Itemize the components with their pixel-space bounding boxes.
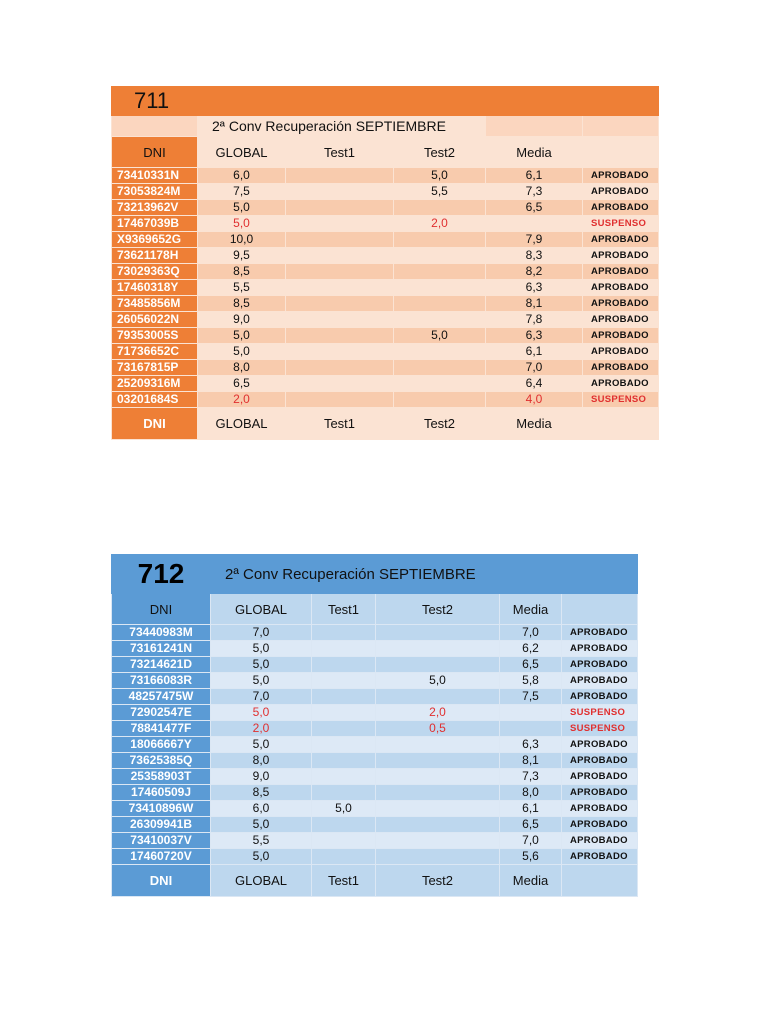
- cell-test2: [376, 657, 500, 673]
- cell-global: 6,5: [198, 376, 286, 392]
- group-number: 711: [112, 87, 659, 116]
- cell-global: 7,5: [198, 184, 286, 200]
- cell-global: 10,0: [198, 232, 286, 248]
- cell-test2: [376, 785, 500, 801]
- cell-test2: 5,0: [394, 168, 486, 184]
- cell-global: 5,0: [198, 344, 286, 360]
- col-header-dni: DNI: [112, 137, 198, 168]
- cell-test1: [312, 849, 376, 865]
- cell-dni: 78841477F: [112, 721, 211, 737]
- cell-media: 7,0: [486, 360, 583, 376]
- title-row: [112, 555, 638, 594]
- footer-row: [112, 865, 638, 897]
- col-header-test2: Test2: [394, 137, 486, 168]
- result-badge: APROBADO: [583, 312, 659, 328]
- cell-media: [500, 721, 562, 737]
- cell-media: 7,0: [500, 625, 562, 641]
- cell-global: 5,0: [198, 200, 286, 216]
- col-footer-media: Media: [486, 408, 583, 440]
- cell-dni: 73440983M: [112, 625, 211, 641]
- group-number: 712: [112, 555, 211, 594]
- cell-test1: [312, 753, 376, 769]
- col-footer-test2: Test2: [376, 865, 500, 897]
- cell-test2: [394, 344, 486, 360]
- cell-test1: [286, 248, 394, 264]
- cell-global: 5,5: [211, 833, 312, 849]
- cell-test1: [286, 264, 394, 280]
- cell-dni: 17467039B: [112, 216, 198, 232]
- cell-test2: [376, 769, 500, 785]
- col-header-global: GLOBAL: [211, 594, 312, 625]
- cell-dni: 71736652C: [112, 344, 198, 360]
- col-footer-global: GLOBAL: [211, 865, 312, 897]
- table-row: [112, 248, 659, 264]
- cell-test1: [312, 817, 376, 833]
- cell-global: 8,0: [198, 360, 286, 376]
- cell-media: 6,3: [500, 737, 562, 753]
- result-badge: APROBADO: [562, 625, 638, 641]
- col-header-media: Media: [500, 594, 562, 625]
- table-row: [112, 216, 659, 232]
- cell-dni: 73625385Q: [112, 753, 211, 769]
- result-badge: SUSPENSO: [562, 705, 638, 721]
- col-footer-global: GLOBAL: [198, 408, 286, 440]
- cell-dni: X9369652G: [112, 232, 198, 248]
- cell-dni: 25358903T: [112, 769, 211, 785]
- table-row: [112, 673, 638, 689]
- table-row: [112, 392, 659, 408]
- cell-test2: [376, 737, 500, 753]
- result-badge: APROBADO: [583, 328, 659, 344]
- cell-dni: 73410037V: [112, 833, 211, 849]
- result-badge: APROBADO: [583, 376, 659, 392]
- cell-media: 6,5: [500, 657, 562, 673]
- cell-dni: 18066667Y: [112, 737, 211, 753]
- result-badge: SUSPENSO: [562, 721, 638, 737]
- table-row: [112, 360, 659, 376]
- cell-test1: [286, 344, 394, 360]
- result-badge: APROBADO: [583, 360, 659, 376]
- cell-test2: 2,0: [394, 216, 486, 232]
- cell-media: 7,9: [486, 232, 583, 248]
- cell-media: 6,4: [486, 376, 583, 392]
- table-row: [112, 785, 638, 801]
- cell-media: [486, 216, 583, 232]
- subtitle-row: [112, 116, 659, 137]
- cell-test2: [394, 232, 486, 248]
- cell-test1: [286, 360, 394, 376]
- cell-test2: [394, 200, 486, 216]
- result-badge: APROBADO: [562, 849, 638, 865]
- table-row: [112, 801, 638, 817]
- table-row: [112, 689, 638, 705]
- cell-media: 6,1: [486, 168, 583, 184]
- result-badge: APROBADO: [562, 785, 638, 801]
- result-badge: APROBADO: [583, 248, 659, 264]
- cell-global: 9,5: [198, 248, 286, 264]
- cell-global: 9,0: [198, 312, 286, 328]
- cell-global: 8,5: [198, 296, 286, 312]
- result-badge: APROBADO: [583, 232, 659, 248]
- cell-dni: 73410331N: [112, 168, 198, 184]
- col-footer-test2: Test2: [394, 408, 486, 440]
- cell-test1: [312, 769, 376, 785]
- cell-global: 8,5: [211, 785, 312, 801]
- cell-test2: [376, 689, 500, 705]
- cell-dni: 17460720V: [112, 849, 211, 865]
- cell-global: 5,0: [211, 705, 312, 721]
- table-row: [112, 344, 659, 360]
- cell-global: 5,0: [198, 328, 286, 344]
- cell-global: 6,0: [211, 801, 312, 817]
- cell-test1: [312, 641, 376, 657]
- result-badge: SUSPENSO: [583, 216, 659, 232]
- cell-global: 5,0: [211, 737, 312, 753]
- cell-media: 7,3: [486, 184, 583, 200]
- cell-test1: [286, 184, 394, 200]
- cell-media: 6,2: [500, 641, 562, 657]
- table-row: [112, 817, 638, 833]
- table-row: [112, 264, 659, 280]
- cell-media: 7,8: [486, 312, 583, 328]
- cell-test1: [286, 296, 394, 312]
- cell-global: 5,0: [198, 216, 286, 232]
- result-badge: APROBADO: [583, 280, 659, 296]
- header-row: [112, 594, 638, 625]
- cell-test1: [286, 328, 394, 344]
- cell-test1: [312, 625, 376, 641]
- table-row: [112, 753, 638, 769]
- col-footer-media: Media: [500, 865, 562, 897]
- cell-test2: [394, 296, 486, 312]
- cell-global: 7,0: [211, 689, 312, 705]
- cell-media: 8,3: [486, 248, 583, 264]
- cell-test2: 2,0: [376, 705, 500, 721]
- cell-global: 5,0: [211, 849, 312, 865]
- cell-dni: 26056022N: [112, 312, 198, 328]
- cell-test2: [394, 312, 486, 328]
- cell-global: 5,0: [211, 657, 312, 673]
- cell-dni: 73161241N: [112, 641, 211, 657]
- cell-dni: 25209316M: [112, 376, 198, 392]
- cell-media: [500, 705, 562, 721]
- table-row: [112, 641, 638, 657]
- cell-test2: [376, 753, 500, 769]
- cell-media: 4,0: [486, 392, 583, 408]
- col-header-test1: Test1: [286, 137, 394, 168]
- table-row: [112, 200, 659, 216]
- cell-global: 5,0: [211, 817, 312, 833]
- result-badge: APROBADO: [583, 264, 659, 280]
- table-row: [112, 232, 659, 248]
- cell-dni: 73213962V: [112, 200, 198, 216]
- cell-dni: 73029363Q: [112, 264, 198, 280]
- grades-table-712: [111, 554, 638, 897]
- table-row: [112, 769, 638, 785]
- cell-test1: [312, 737, 376, 753]
- cell-test2: [376, 801, 500, 817]
- result-badge: APROBADO: [562, 801, 638, 817]
- table-row: [112, 280, 659, 296]
- result-badge: APROBADO: [562, 737, 638, 753]
- cell-media: 7,5: [500, 689, 562, 705]
- result-badge: APROBADO: [583, 184, 659, 200]
- footer-row: [112, 408, 659, 440]
- cell-dni: 17460509J: [112, 785, 211, 801]
- cell-test2: [394, 376, 486, 392]
- cell-media: 6,5: [486, 200, 583, 216]
- exam-subtitle: 2ª Conv Recuperación SEPTIEMBRE: [198, 116, 486, 137]
- cell-global: 5,0: [211, 673, 312, 689]
- cell-test2: [376, 849, 500, 865]
- result-badge: APROBADO: [562, 689, 638, 705]
- cell-dni: 73485856M: [112, 296, 198, 312]
- result-badge: APROBADO: [562, 769, 638, 785]
- header-row: [112, 137, 659, 168]
- cell-test2: [376, 817, 500, 833]
- cell-test1: [312, 785, 376, 801]
- table-row: [112, 376, 659, 392]
- cell-test2: 0,5: [376, 721, 500, 737]
- cell-test1: [312, 689, 376, 705]
- col-header-global: GLOBAL: [198, 137, 286, 168]
- cell-test2: [394, 280, 486, 296]
- cell-test2: [394, 392, 486, 408]
- result-badge: APROBADO: [583, 344, 659, 360]
- cell-global: 2,0: [198, 392, 286, 408]
- cell-dni: 79353005S: [112, 328, 198, 344]
- col-footer-test1: Test1: [312, 865, 376, 897]
- cell-test2: [376, 641, 500, 657]
- cell-global: 2,0: [211, 721, 312, 737]
- table-row: [112, 296, 659, 312]
- cell-dni: 73621178H: [112, 248, 198, 264]
- result-badge: APROBADO: [562, 753, 638, 769]
- cell-dni: 26309941B: [112, 817, 211, 833]
- cell-test1: [286, 200, 394, 216]
- result-badge: APROBADO: [562, 657, 638, 673]
- cell-media: 6,1: [486, 344, 583, 360]
- cell-test1: [286, 376, 394, 392]
- result-badge: APROBADO: [562, 833, 638, 849]
- col-footer-dni: DNI: [112, 408, 198, 440]
- cell-global: 5,0: [211, 641, 312, 657]
- cell-global: 8,5: [198, 264, 286, 280]
- col-footer-dni: DNI: [112, 865, 211, 897]
- title-row: [112, 87, 659, 116]
- table-row: [112, 833, 638, 849]
- cell-test2: [394, 248, 486, 264]
- cell-test2: [394, 264, 486, 280]
- cell-test1: [312, 705, 376, 721]
- result-badge: APROBADO: [583, 296, 659, 312]
- cell-global: 8,0: [211, 753, 312, 769]
- cell-media: 7,3: [500, 769, 562, 785]
- cell-global: 7,0: [211, 625, 312, 641]
- cell-dni: 48257475W: [112, 689, 211, 705]
- cell-test2: [376, 625, 500, 641]
- cell-media: 6,1: [500, 801, 562, 817]
- cell-test1: [286, 232, 394, 248]
- cell-test2: 5,0: [394, 328, 486, 344]
- table-row: [112, 328, 659, 344]
- table-row: [112, 184, 659, 200]
- cell-test2: [376, 833, 500, 849]
- col-header-test2: Test2: [376, 594, 500, 625]
- table-row: [112, 721, 638, 737]
- result-badge: APROBADO: [583, 200, 659, 216]
- result-badge: APROBADO: [562, 641, 638, 657]
- cell-test1: 5,0: [312, 801, 376, 817]
- cell-test1: [312, 673, 376, 689]
- result-badge: APROBADO: [562, 817, 638, 833]
- cell-media: 8,1: [486, 296, 583, 312]
- exam-subtitle: 2ª Conv Recuperación SEPTIEMBRE: [211, 555, 638, 594]
- cell-dni: 73167815P: [112, 360, 198, 376]
- table-row: [112, 312, 659, 328]
- cell-dni: 72902547E: [112, 705, 211, 721]
- cell-dni: 73053824M: [112, 184, 198, 200]
- cell-dni: 73410896W: [112, 801, 211, 817]
- cell-media: 6,3: [486, 328, 583, 344]
- col-header-test1: Test1: [312, 594, 376, 625]
- cell-test1: [286, 312, 394, 328]
- col-header-dni: DNI: [112, 594, 211, 625]
- cell-test1: [312, 721, 376, 737]
- cell-media: 6,3: [486, 280, 583, 296]
- cell-media: 5,8: [500, 673, 562, 689]
- cell-media: 8,0: [500, 785, 562, 801]
- cell-global: 5,5: [198, 280, 286, 296]
- result-badge: APROBADO: [583, 168, 659, 184]
- cell-media: 8,1: [500, 753, 562, 769]
- cell-test1: [286, 280, 394, 296]
- cell-test2: 5,5: [394, 184, 486, 200]
- cell-media: 7,0: [500, 833, 562, 849]
- result-badge: SUSPENSO: [583, 392, 659, 408]
- cell-global: 9,0: [211, 769, 312, 785]
- col-footer-test1: Test1: [286, 408, 394, 440]
- cell-media: 8,2: [486, 264, 583, 280]
- cell-media: 6,5: [500, 817, 562, 833]
- cell-test2: 5,0: [376, 673, 500, 689]
- cell-test1: [286, 168, 394, 184]
- table-row: [112, 737, 638, 753]
- cell-test2: [394, 360, 486, 376]
- table-row: [112, 625, 638, 641]
- cell-test1: [286, 392, 394, 408]
- cell-dni: 17460318Y: [112, 280, 198, 296]
- cell-test1: [286, 216, 394, 232]
- cell-dni: 73166083R: [112, 673, 211, 689]
- grades-table-711: [111, 86, 659, 440]
- table-row: [112, 705, 638, 721]
- cell-test1: [312, 657, 376, 673]
- cell-dni: 03201684S: [112, 392, 198, 408]
- table-row: [112, 657, 638, 673]
- cell-media: 5,6: [500, 849, 562, 865]
- cell-test1: [312, 833, 376, 849]
- cell-global: 6,0: [198, 168, 286, 184]
- table-row: [112, 168, 659, 184]
- result-badge: APROBADO: [562, 673, 638, 689]
- cell-dni: 73214621D: [112, 657, 211, 673]
- col-header-media: Media: [486, 137, 583, 168]
- table-row: [112, 849, 638, 865]
